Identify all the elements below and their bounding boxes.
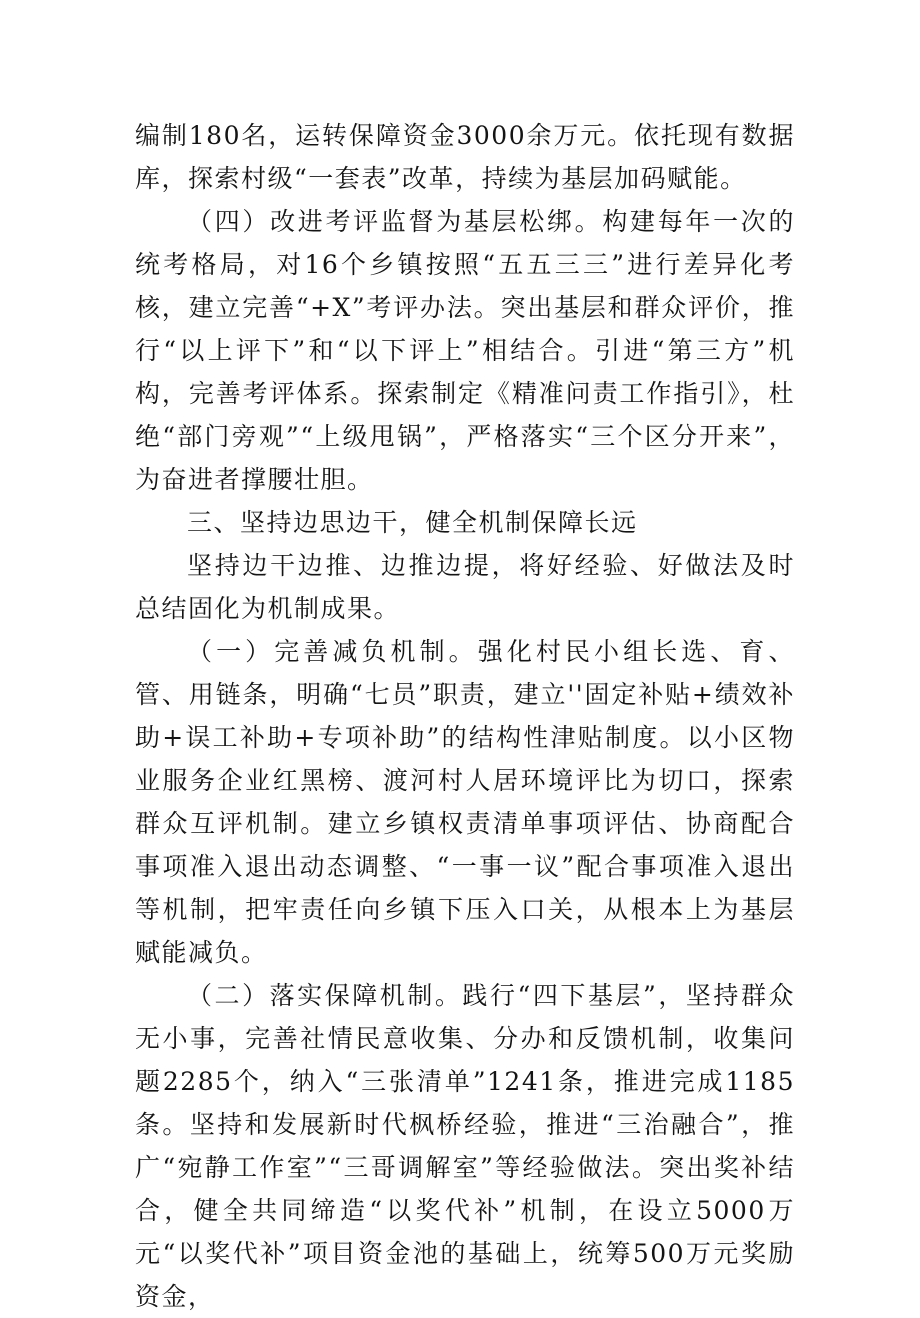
paragraph-continuation: 编制180名，运转保障资金3000余万元。依托现有数据库，探索村级“一套表”改革，持续为基层加码赋能。: [135, 121, 795, 193]
document-body: [135, 114, 795, 1318]
section-heading-3: 三、坚持边思边干，健全机制保障长远: [187, 508, 638, 537]
paragraph-section-3-intro: 坚持边干边推、边推边提，将好经验、好做法及时总结固化为机制成果。: [135, 551, 795, 623]
paragraph-section-4: （四）改进考评监督为基层松绑。构建每年一次的统考格局，对16个乡镇按照“五五三三”进行差异化考核，建立完善“+X”考评办法。突出基层和群众评价，推行“以上评下”和“以下评上”相结合。引进“第三方”机构，完善考评体系。探索制定《精准问责工作指引》，杜绝“部门旁观”“上级甩锅”，严格落实“三个区分开来”，为奋进者撑腰壮胆。: [135, 207, 795, 494]
paragraph-subsection-1: （一）完善减负机制。强化村民小组长选、育、管、用链条，明确“七员”职责，建立''固定补贴+绩效补助+误工补助+专项补助”的结构性津贴制度。以小区物业服务企业红黑榜、渡河村人居环境评比为切口，探索群众互评机制。建立乡镇权责清单事项评估、协商配合事项准入退出动态调整、“一事一议”配合事项准入退出等机制，把牢责任向乡镇下压入口关，从根本上为基层赋能减负。: [135, 637, 795, 967]
paragraph-subsection-2: （二）落实保障机制。践行“四下基层”，坚持群众无小事，完善社情民意收集、分办和反馈机制，收集问题2285个，纳入“三张清单”1241条，推进完成1185条。坚持和发展新时代枫桥经验，推进“三治融合”，推广“宛静工作室”“三哥调解室”等经验做法。突出奖补结合，健全共同缔造“以奖代补”机制，在设立5000万元“以奖代补”项目资金池的基础上，统筹500万元奖励资金，: [135, 981, 795, 1311]
